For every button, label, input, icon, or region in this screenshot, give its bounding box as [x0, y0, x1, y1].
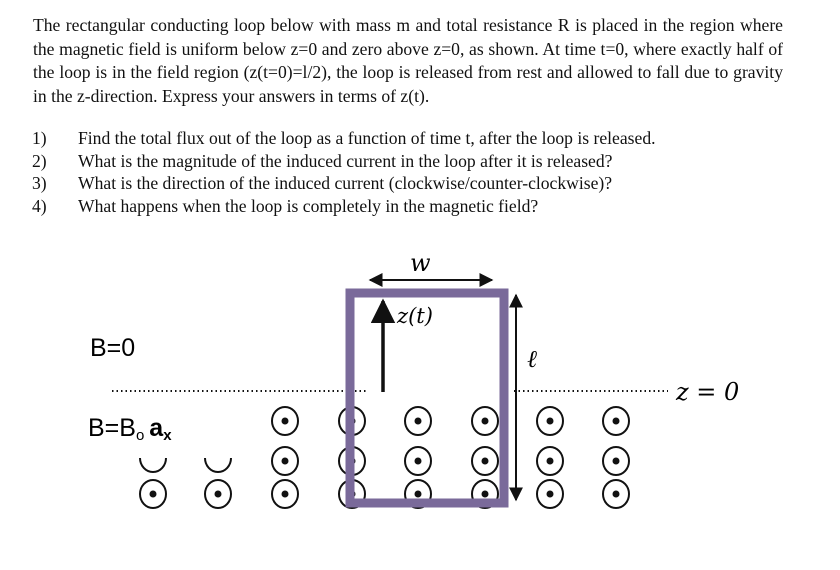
field-dot-center — [613, 418, 620, 425]
field-dot-center — [613, 491, 620, 498]
field-dot-center — [482, 491, 489, 498]
field-below-main: B=B — [88, 414, 136, 442]
field-dot-center — [482, 418, 489, 425]
question-number: 4) — [32, 195, 47, 216]
field-above-label: B=0 — [90, 334, 136, 362]
field-dot-partial — [205, 458, 231, 472]
question-number: 1) — [32, 128, 47, 148]
question-number: 3) — [32, 173, 47, 193]
field-below-sub: o — [135, 427, 145, 444]
field-below-label — [88, 414, 172, 444]
field-dot-center — [415, 418, 422, 425]
height-label: z(t) — [397, 304, 433, 328]
problem-paragraph: The rectangular conducting loop below with mass m and total resistance R is placed in the region where the magnetic field is uniform below z=0 and zero above z=0, as shown. At time t=0, where exactly half of the loop is in the field region (z(t=0)=l/2), the loop is released from rest and allowed to fall due to gravity in the z-direction. Express your answers in terms of z(t). — [33, 15, 783, 106]
field-below-vec-sub: x — [163, 427, 172, 444]
length-label: ℓ — [527, 345, 537, 373]
question-text: What happens when the loop is completely in the magnetic field? — [78, 195, 539, 216]
question-text: What is the magnitude of the induced current in the loop after it is released? — [78, 150, 613, 171]
field-dot-center — [547, 458, 554, 465]
field-dot-center — [415, 491, 422, 498]
field-dot-partial — [140, 458, 166, 472]
question-number: 2) — [32, 150, 47, 171]
field-dot-center — [613, 458, 620, 465]
field-dot-center — [282, 458, 289, 465]
field-dot-center — [547, 491, 554, 498]
question-text: What is the direction of the induced current (clockwise/counter-clockwise)? — [78, 173, 613, 193]
field-dot-center — [282, 491, 289, 498]
field-below-vec: a — [149, 414, 164, 442]
field-dot-center — [282, 418, 289, 425]
field-dot-center — [150, 491, 157, 498]
boundary-label: z = 0 — [676, 378, 740, 406]
field-dot-center — [482, 458, 489, 465]
field-dot-grid — [140, 407, 629, 508]
field-dot-center — [215, 491, 222, 498]
field-dot-center — [547, 418, 554, 425]
field-dot-center — [415, 458, 422, 465]
question-text: Find the total flux out of the loop as a function of time t, after the loop is released. — [78, 128, 656, 148]
width-label: w — [410, 249, 431, 277]
